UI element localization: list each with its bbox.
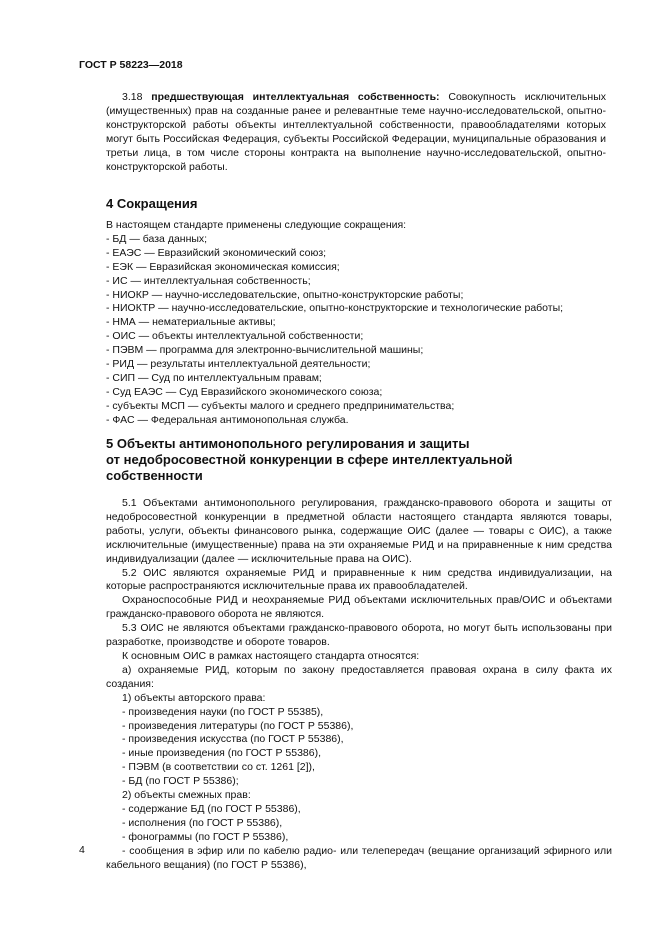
section-5-title-line: собственности <box>106 468 203 483</box>
list-line: - произведения литературы (по ГОСТ Р 55386), <box>122 719 354 732</box>
list-item: - НИОКТР — научно-исследовательские, опытно-конструкторские и технологические работы; <box>106 302 564 315</box>
list-item: - ЕЭК — Евразийская экономическая комиссия; <box>106 260 340 273</box>
list-item: - НМА — нематериальные активы; <box>106 316 276 329</box>
list-line: 2) объекты смежных прав: <box>122 789 251 802</box>
list-item: - ФАС — Федеральная антимонопольная служба. <box>106 413 349 426</box>
paragraph-5-3: 5.3 ОИС не являются объектами гражданско-правового оборота, но могут быть использованы при разработке, производстве и обороте товаров. <box>106 622 612 649</box>
paragraph-last: - сообщения в эфир или по кабелю радио- или телепередач (вещание организаций эфирного или кабельного вещания) (по ГОСТ Р 55386), <box>106 844 612 871</box>
paragraph-5-1: 5.1 Объектами антимонопольного регулирования, гражданско-правового оборота и защиты от недобросовестной конкуренции в предметной области настоящего стандарта являются товары, работы, услуги, объекты финансового рынка, содержащие ОИС (далее — товары с ОИС), а также исключительные (имущественные) права на эти охраняемые РИД и на приравненные к ним средства индивидуализации (далее — исключительные права на ОИС). <box>106 497 612 565</box>
list-item: - НИОКР — научно-исследовательские, опытно-конструкторские работы; <box>106 288 464 301</box>
list-item: - ИС — интеллектуальная собственность; <box>106 274 311 287</box>
list-line: - произведения искусства (по ГОСТ Р 55386), <box>122 733 344 746</box>
list-line: - произведения науки (по ГОСТ Р 55385), <box>122 705 324 718</box>
list-line: - ПЭВМ (в соответствии со ст. 1261 [2]), <box>122 761 315 774</box>
list-item: - СИП — Суд по интеллектуальным правам; <box>106 371 322 384</box>
abbreviations-intro: В настоящем стандарте применены следующие сокращения: <box>106 219 407 231</box>
list-line: - исполнения (по ГОСТ Р 55386), <box>122 816 283 829</box>
section-5-title <box>106 436 526 484</box>
list-line: - БД (по ГОСТ Р 55386); <box>122 775 239 788</box>
clause-number: 3.18 <box>122 91 143 103</box>
clause-definition: Совокупность исключительных (имущественных) прав на созданные ранее и релевантные теме научно-исследовательской, опытно-конструкторской работы объекты интеллектуальной собственности, правообладателями которых могут быть Российская Федерация, субъекты Российской Федерации, муниципальные образования и третьи лица, в том числе стороны контракта на выполнение научно-исследовательской, опытно-конструкторской работы. <box>106 91 606 173</box>
list-line: - фонограммы (по ГОСТ Р 55386), <box>122 830 289 843</box>
list-line: - содержание БД (по ГОСТ Р 55386), <box>122 802 301 815</box>
paragraph-5-2: 5.2 ОИС являются охраняемые РИД и приравненные к ним средства индивидуализации, на которые распространяются исключительные права их правообладателей. <box>106 566 612 593</box>
list-line: 1) объекты авторского права: <box>122 691 266 704</box>
paragraph-a: а) охраняемые РИД, которым по закону предоставляется правовая охрана в силу факта их создания: <box>106 663 612 690</box>
list-line: - иные произведения (по ГОСТ Р 55386), <box>122 747 322 760</box>
section-5-title-line: от недобросовестной конкуренции в сфере интеллектуальной <box>106 452 513 467</box>
section-4-title: 4 Сокращения <box>106 196 198 211</box>
list-item: - Суд ЕАЭС — Суд Евразийского экономического союза; <box>106 385 383 398</box>
list-item: - ЕАЭС — Евразийский экономический союз; <box>106 246 327 259</box>
page-number: 4 <box>79 844 85 856</box>
document-header: ГОСТ Р 58223—2018 <box>79 59 183 71</box>
clause-3-18-paragraph <box>106 91 606 174</box>
abbreviations-list <box>106 219 606 428</box>
list-item: - субъекты МСП — субъекты малого и среднего предпринимательства; <box>106 399 455 412</box>
section-5-title-line: 5 Объекты антимонопольного регулирования и защиты <box>106 436 470 451</box>
list-item: - ОИС — объекты интеллектуальной собственности; <box>106 330 364 343</box>
paragraph-5-3b: К основным ОИС в рамках настоящего стандарта относятся: <box>122 649 420 662</box>
list-item: - ПЭВМ — программа для электронно-вычислительной машины; <box>106 344 424 357</box>
section-5-body <box>106 497 612 872</box>
clause-3-18 <box>106 91 606 174</box>
paragraph-5-2b: Охраноспособные РИД и неохраняемые РИД объектами исключительных прав/ОИС и объектами гражданско-правового оборота не являются. <box>106 594 612 621</box>
list-item: - БД — база данных; <box>106 232 208 245</box>
list-item: - РИД — результаты интеллектуальной деятельности; <box>106 358 371 371</box>
clause-term: предшествующая интеллектуальная собственность: <box>151 91 440 103</box>
